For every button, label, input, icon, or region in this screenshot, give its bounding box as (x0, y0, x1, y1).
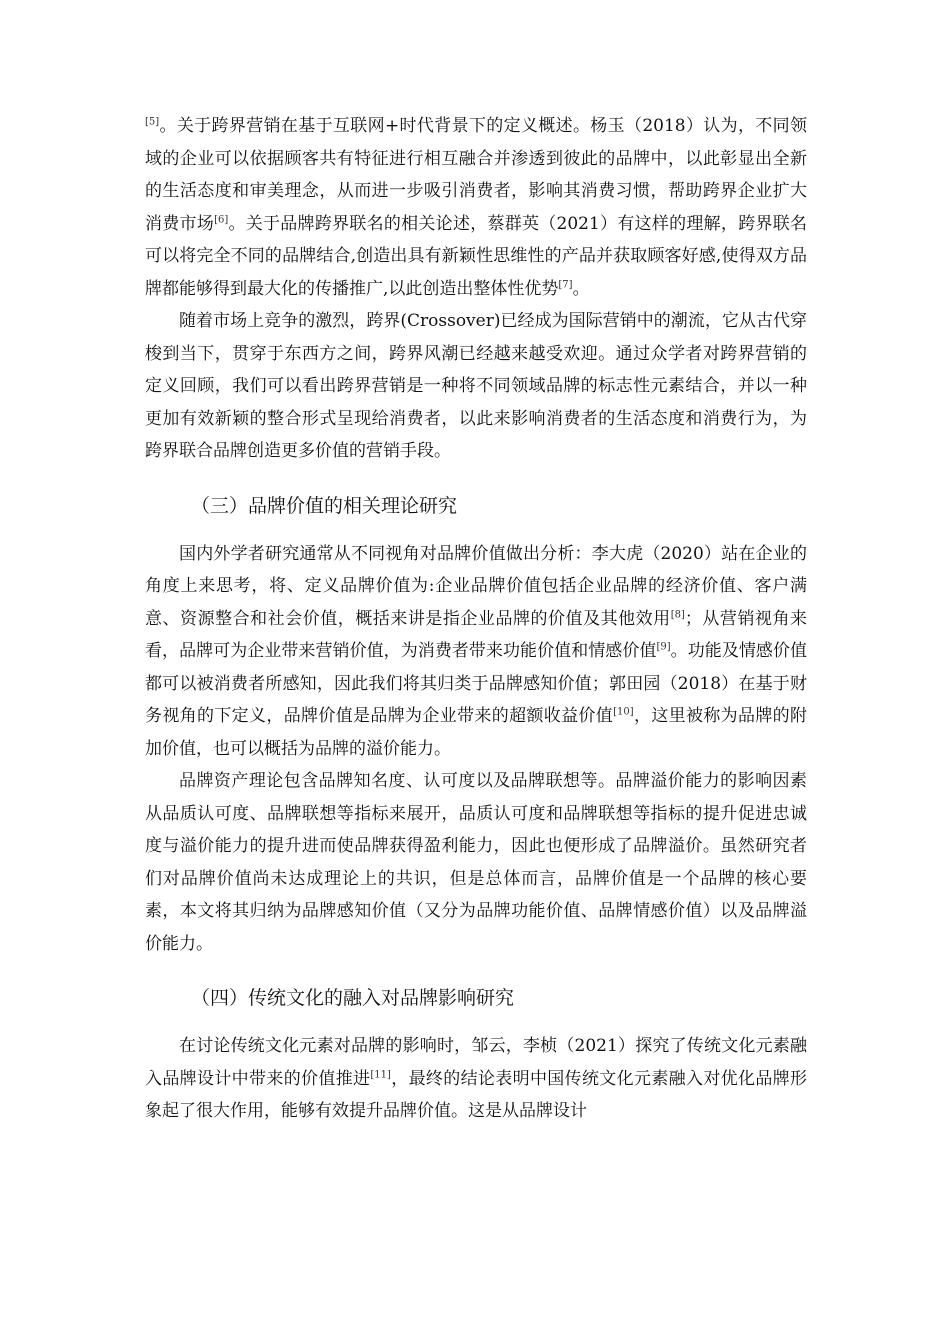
document-page (145, 110, 807, 1128)
paragraph-text: 在讨论传统文化元素对品牌的影响时，邹云，李桢（2021）探究了传统文化元素融入品牌设计中带来的价值推进 (145, 1036, 807, 1089)
citation-8: [8] (670, 608, 685, 620)
citation-7: [7] (558, 278, 573, 290)
section-heading-traditional-culture: （四）传统文化的融入对品牌影响研究 (191, 987, 515, 1009)
section-heading-brand-value: （三）品牌价值的相关理论研究 (191, 494, 458, 517)
paragraph-crossover-summary: 随着市场上竞争的激烈，跨界(Crossover)已经成为国际营销中的潮流，它从古代穿梭到当下，贯穿于东西方之间，跨界风潮已经越来越受欢迎。通过众学者对跨界营销的定义回顾，我们可以看出跨界营销是一种将不同领域品牌的标志性元素结合，并以一种更加有效新颖的整合形式呈现给消费者，以此来影响消费者的生活态度和消费行为，为跨界联合品牌创造更多价值的营销手段。 (145, 311, 807, 461)
citation-5: [5] (145, 116, 160, 128)
paragraph-brand-value-perspectives (145, 538, 807, 766)
citation-6: [6] (214, 213, 229, 225)
paragraph-text: 国内外学者研究通常从不同视角对品牌价值做出分析：李大虎（2020）站在企业的角度上来思考，将、定义品牌价值为:企业品牌价值包括企业品牌的经济价值、客户满意、资源整合和社会价值，概括来讲是指企业品牌的价值及其他效用 (145, 543, 807, 629)
paragraph-text: 。 (572, 278, 590, 299)
citation-11: [11] (370, 1068, 391, 1080)
paragraph-brand-equity-theory: 品牌资产理论包含品牌知名度、认可度以及品牌联想等。品牌溢价能力的影响因素从品质认可度、品牌联想等指标来展开，品质认可度和品牌联想等指标的提升促进忠诚度与溢价能力的提升进而使品牌获得盈利能力，因此也便形成了品牌溢价。虽然研究者们对品牌价值尚未达成理论上的共识，但是总体而言，品牌价值是一个品牌的核心要素，本文将其归纳为品牌感知价值（又分为品牌功能价值、品牌情感价值）以及品牌溢价能力。 (145, 771, 807, 954)
paragraph-text: ，这里被称为品牌的附加价值，也可以概括为品牌的溢价能力。 (145, 706, 808, 759)
paragraph-text: 。关于品牌跨界联名的相关论述，蔡群英（2021）有这样的理解，跨界联名可以将完全不同的品牌结合,创造出具有新颖性思维性的产品并获取顾客好感,使得双方品牌都能够得到最大化的传播推广,以此创造出整体性优势 (145, 213, 807, 299)
paragraph-text: 。功能及情感价值都可以被消费者所感知，因此我们将其归类于品牌感知价值；郭田园（2018）在基于财务视角的下定义，品牌价值是品牌为企业带来的超额收益价值 (145, 641, 808, 726)
paragraph-crossover-definitions (145, 110, 807, 305)
citation-9: [9] (656, 641, 671, 653)
citation-10: [10] (613, 706, 634, 718)
paragraph-text: ；从营销视角来看，品牌可为企业带来营销价值，为消费者带来功能价值和情感价值 (145, 608, 808, 661)
paragraph-text: 。关于跨界营销在基于互联网+时代背景下的定义概述。杨玉（2018）认为，不同领域的企业可以依据顾客共有特征进行相互融合并渗透到彼此的品牌中，以此彰显出全新的生活态度和审美理念，从而进一步吸引消费者，影响其消费习惯，帮助跨界企业扩大消费市场 (145, 116, 807, 234)
paragraph-text: ，最终的结论表明中国传统文化元素融入对优化品牌形象起了很大作用，能够有效提升品牌价值。这是从品牌设计 (145, 1068, 808, 1121)
paragraph-traditional-culture-impact (145, 1030, 807, 1128)
